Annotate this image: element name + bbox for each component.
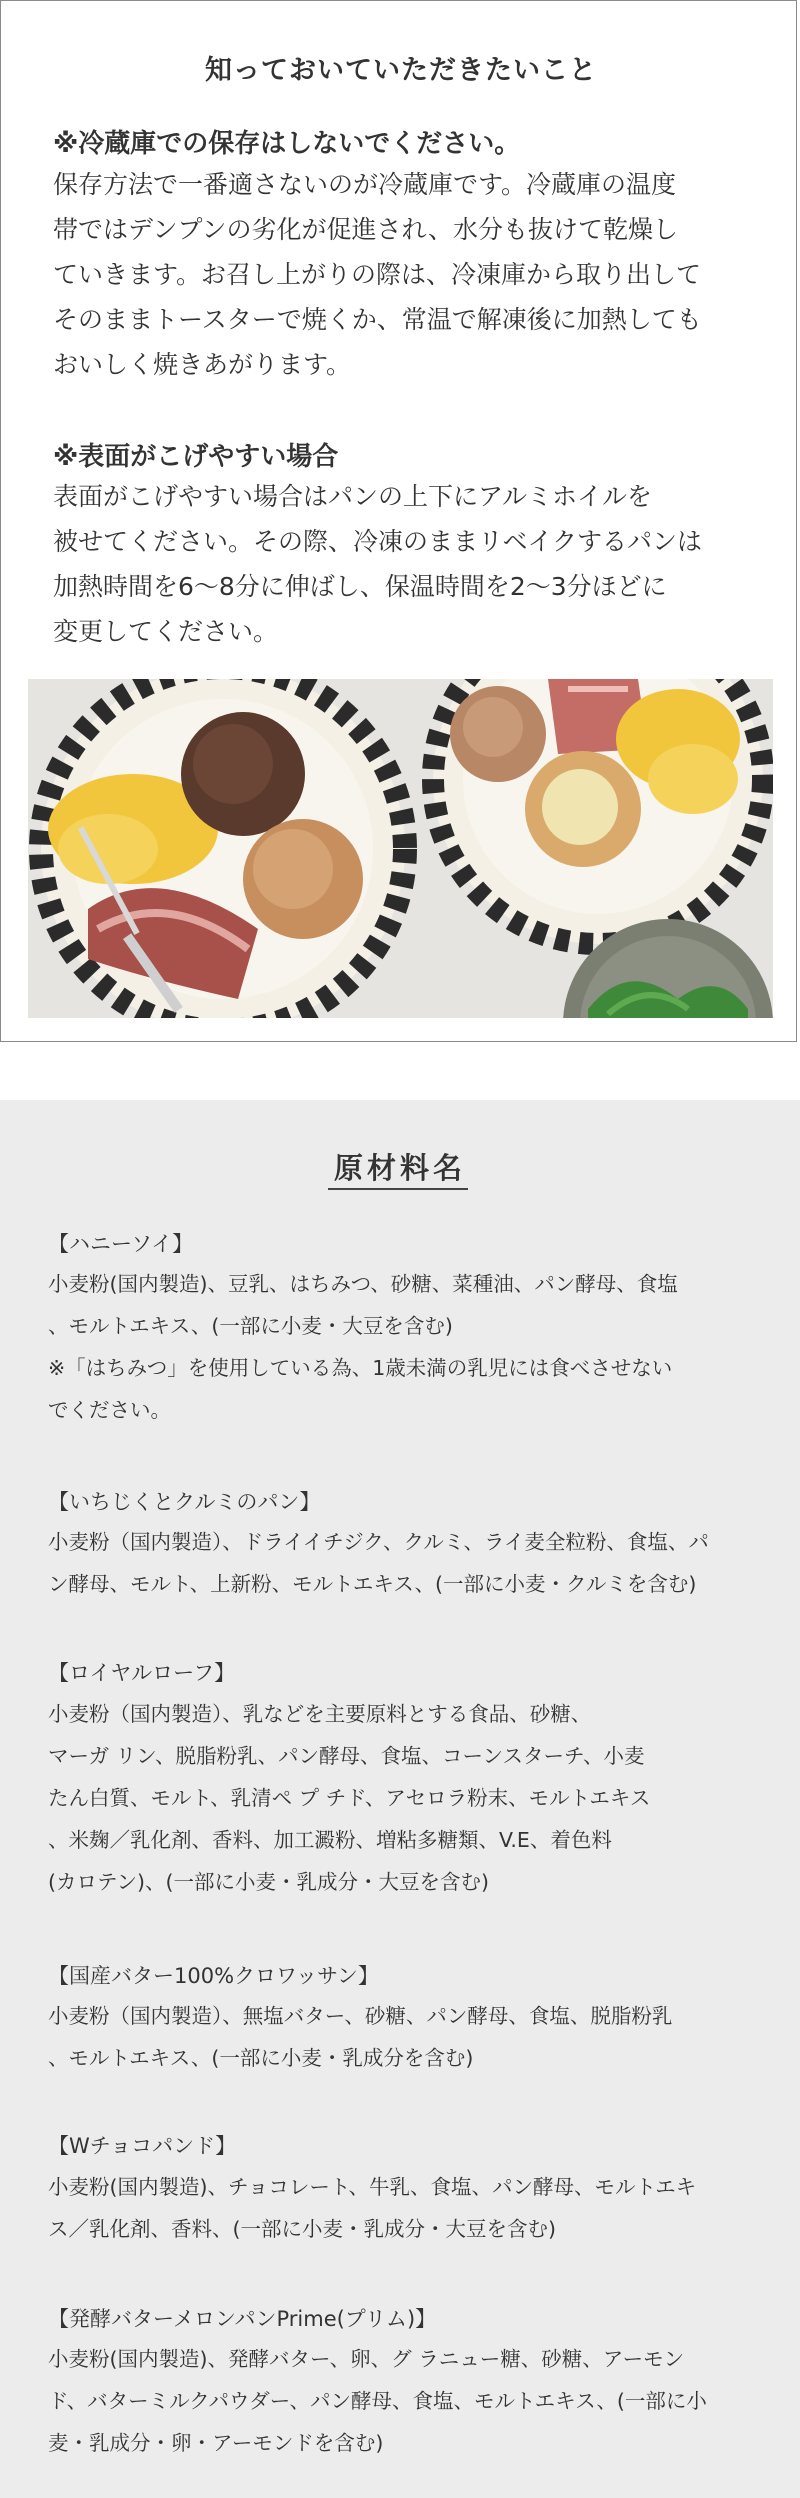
ingredient-line: (カロテン)、(一部に小麦・乳成分・大豆を含む) bbox=[48, 1870, 489, 1894]
ingredient-text bbox=[48, 1995, 768, 2079]
ingredient-line: 小麦粉(国内製造)、チョコレート、牛乳、食塩、パン酵母、モルトエキ bbox=[48, 2175, 697, 2199]
info-box bbox=[0, 0, 797, 1042]
ingredient-line: 小麦粉（国内製造）、無塩バター、砂糖、パン酵母、食塩、脱脂粉乳 bbox=[48, 2004, 673, 2028]
ingredient-line: ド、バターミルクパウダー、パン酵母、食塩、モルトエキス、(一部に小 bbox=[48, 2389, 707, 2413]
ingredient-text bbox=[48, 2338, 768, 2464]
ingredients-title: 原材料名 bbox=[333, 1151, 466, 1185]
note-burning-body bbox=[53, 474, 753, 654]
ingredients-section bbox=[0, 1100, 800, 2498]
note-line: 被せてください。その際、冷凍のままリベイクするパンは bbox=[53, 527, 703, 556]
ingredient-name: 【Wチョコパンド】 bbox=[48, 2134, 237, 2158]
ingredient-name: 【国産バター100%クロワッサン】 bbox=[48, 1964, 379, 1988]
ingredient-line: 小麦粉（国内製造）、ドライイチジク、クルミ、ライ麦全粒粉、食塩、パ bbox=[48, 1530, 709, 1554]
ingredient-line: でください。 bbox=[48, 1398, 171, 1422]
note-refrigerator-heading: ※冷蔵庫での保存はしないでください。 bbox=[53, 129, 521, 159]
ingredient-text bbox=[48, 1693, 768, 1903]
ingredient-line: ン酵母、モルト、上新粉、モルトエキス、(一部に小麦・クルミを含む) bbox=[48, 1572, 697, 1596]
ingredient-name: 【ロイヤルローフ】 bbox=[48, 1661, 236, 1685]
ingredient-name: 【ハニーソイ】 bbox=[48, 1232, 194, 1256]
note-line: そのままトースターで焼くか、常温で解凍後に加熱しても bbox=[53, 305, 702, 334]
info-title: 知っておいていただきたいこと bbox=[205, 55, 597, 86]
ingredient-line: 小麦粉（国内製造）、乳などを主要原料とする食品、砂糖、 bbox=[48, 1702, 592, 1726]
note-line: 変更してください。 bbox=[53, 617, 279, 646]
note-line: 帯ではデンプンの劣化が促進され、水分も抜けて乾燥し bbox=[53, 215, 679, 244]
ingredients-title-underline bbox=[328, 1188, 468, 1190]
ingredient-line: 、米麹／乳化剤、香料、加工澱粉、増粘多糖類、V.E、着色料 bbox=[48, 1828, 612, 1852]
ingredient-line: マーガ リン、脱脂粉乳、パン酵母、食塩、コーンスターチ、小麦 bbox=[48, 1744, 645, 1768]
ingredient-line: 麦・乳成分・卵・アーモンドを含む) bbox=[48, 2431, 384, 2455]
ingredient-line: 、モルトエキス、(一部に小麦・大豆を含む) bbox=[48, 1314, 453, 1338]
ingredient-line: 、モルトエキス、(一部に小麦・乳成分を含む) bbox=[48, 2046, 474, 2070]
ingredient-text bbox=[48, 1263, 768, 1431]
bread-plates-photo bbox=[28, 679, 773, 1018]
ingredient-line: たん白質、モルト、乳清ペ プ チド、アセロラ粉末、モルトエキス bbox=[48, 1786, 651, 1810]
ingredient-text bbox=[48, 2166, 768, 2250]
ingredient-line: ※「はちみつ」を使用している為、1歳未満の乳児には食べさせない bbox=[48, 1356, 673, 1380]
note-burning-heading: ※表面がこげやすい場合 bbox=[53, 442, 339, 472]
note-line: ていきます。お召し上がりの際は、冷凍庫から取り出して bbox=[53, 260, 702, 289]
note-line: 加熱時間を6～8分に伸ばし、保温時間を2～3分ほどに bbox=[53, 572, 667, 601]
note-line: 表面がこげやすい場合はパンの上下にアルミホイルを bbox=[53, 482, 653, 511]
note-refrigerator-body bbox=[53, 162, 753, 387]
ingredient-text bbox=[48, 1521, 768, 1605]
ingredient-line: 小麦粉(国内製造)、発酵バター、卵、グ ラニュー糖、砂糖、アーモン bbox=[48, 2347, 685, 2371]
note-line: 保存方法で一番適さないのが冷蔵庫です。冷蔵庫の温度 bbox=[53, 170, 677, 199]
ingredient-name: 【発酵バターメロンパンPrime(プリム)】 bbox=[48, 2307, 437, 2331]
note-line: おいしく焼きあがります。 bbox=[53, 350, 352, 379]
ingredient-line: ス／乳化剤、香料、(一部に小麦・乳成分・大豆を含む) bbox=[48, 2217, 556, 2241]
ingredient-name: 【いちじくとクルミのパン】 bbox=[48, 1490, 321, 1514]
ingredient-line: 小麦粉(国内製造)、豆乳、はちみつ、砂糖、菜種油、パン酵母、食塩 bbox=[48, 1272, 678, 1296]
